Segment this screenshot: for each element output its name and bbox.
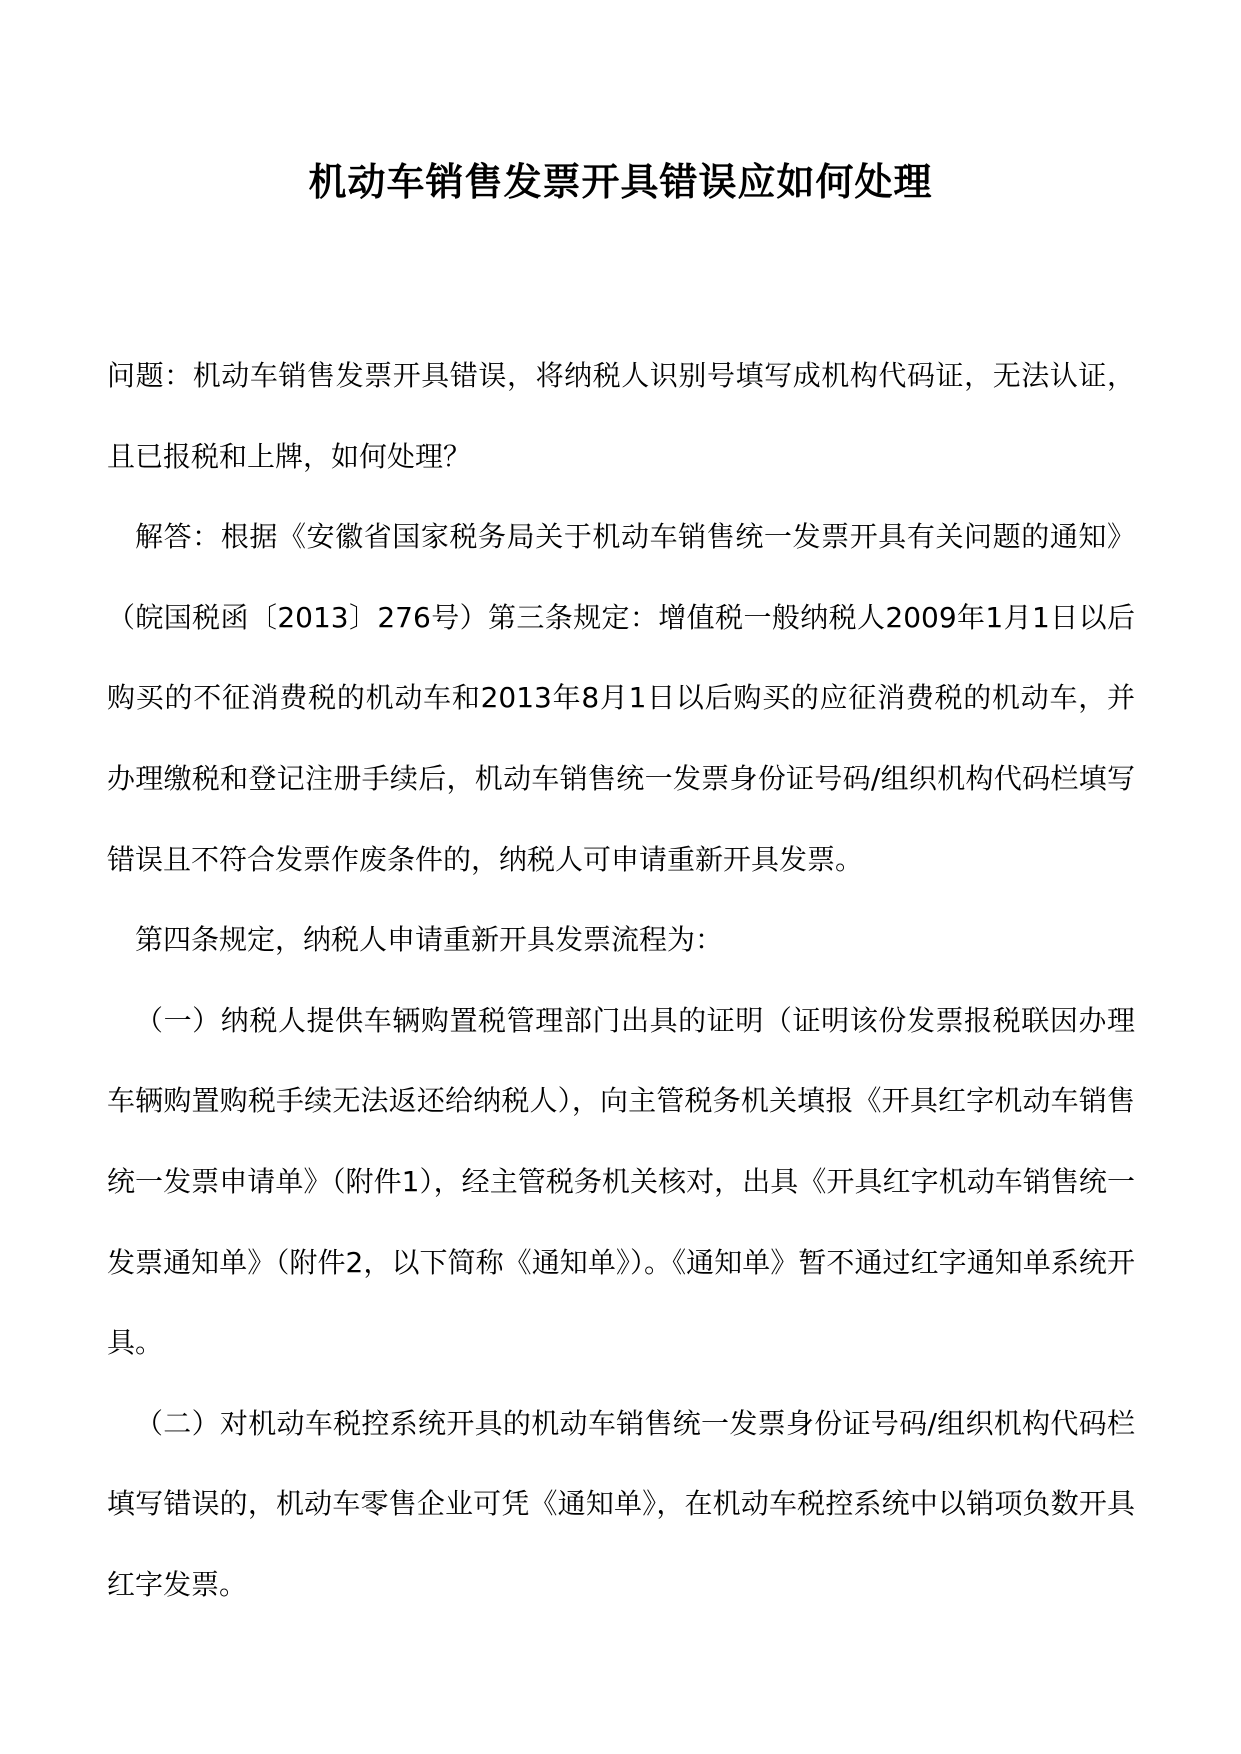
step-one-paragraph: （一）纳税人提供车辆购置税管理部门出具的证明（证明该份发票报税联因办理车辆购置购税手续无法返还给纳税人），向主管税务机关填报《开具红字机动车销售统一发票申请单》（附件1），经主管税务机关核对，出具《开具红字机动车销售统一发票通知单》（附件2，以下简称《通知单》）。《通知单》暂不通过红字通知单系统开具。: [107, 1003, 1135, 1360]
step-two-paragraph: （二）对机动车税控系统开具的机动车销售统一发票身份证号码/组织机构代码栏填写错误的，机动车零售企业可凭《通知单》，在机动车税控系统中以销项负数开具红字发票。: [107, 1406, 1135, 1601]
answer-paragraph: 解答：根据《安徽省国家税务局关于机动车销售统一发票开具有关问题的通知》（皖国税函〔2013〕276号）第三条规定：增值税一般纳税人2009年1月1日以后购买的不征消费税的机动车和2013年8月1日以后购买的应征消费税的机动车，并办理缴税和登记注册手续后，机动车销售统一发票身份证号码/组织机构代码栏填写错误且不符合发票作废条件的，纳税人可申请重新开具发票。: [107, 520, 1135, 876]
document-title: 机动车销售发票开具错误应如何处理: [308, 160, 933, 204]
document-body: [107, 336, 1135, 1626]
article-four-paragraph: 第四条规定，纳税人申请重新开具发票流程为：: [135, 923, 724, 957]
question-paragraph: 问题：机动车销售发票开具错误，将纳税人识别号填写成机构代码证，无法认证，且已报税和上牌，如何处理？: [107, 359, 1135, 473]
